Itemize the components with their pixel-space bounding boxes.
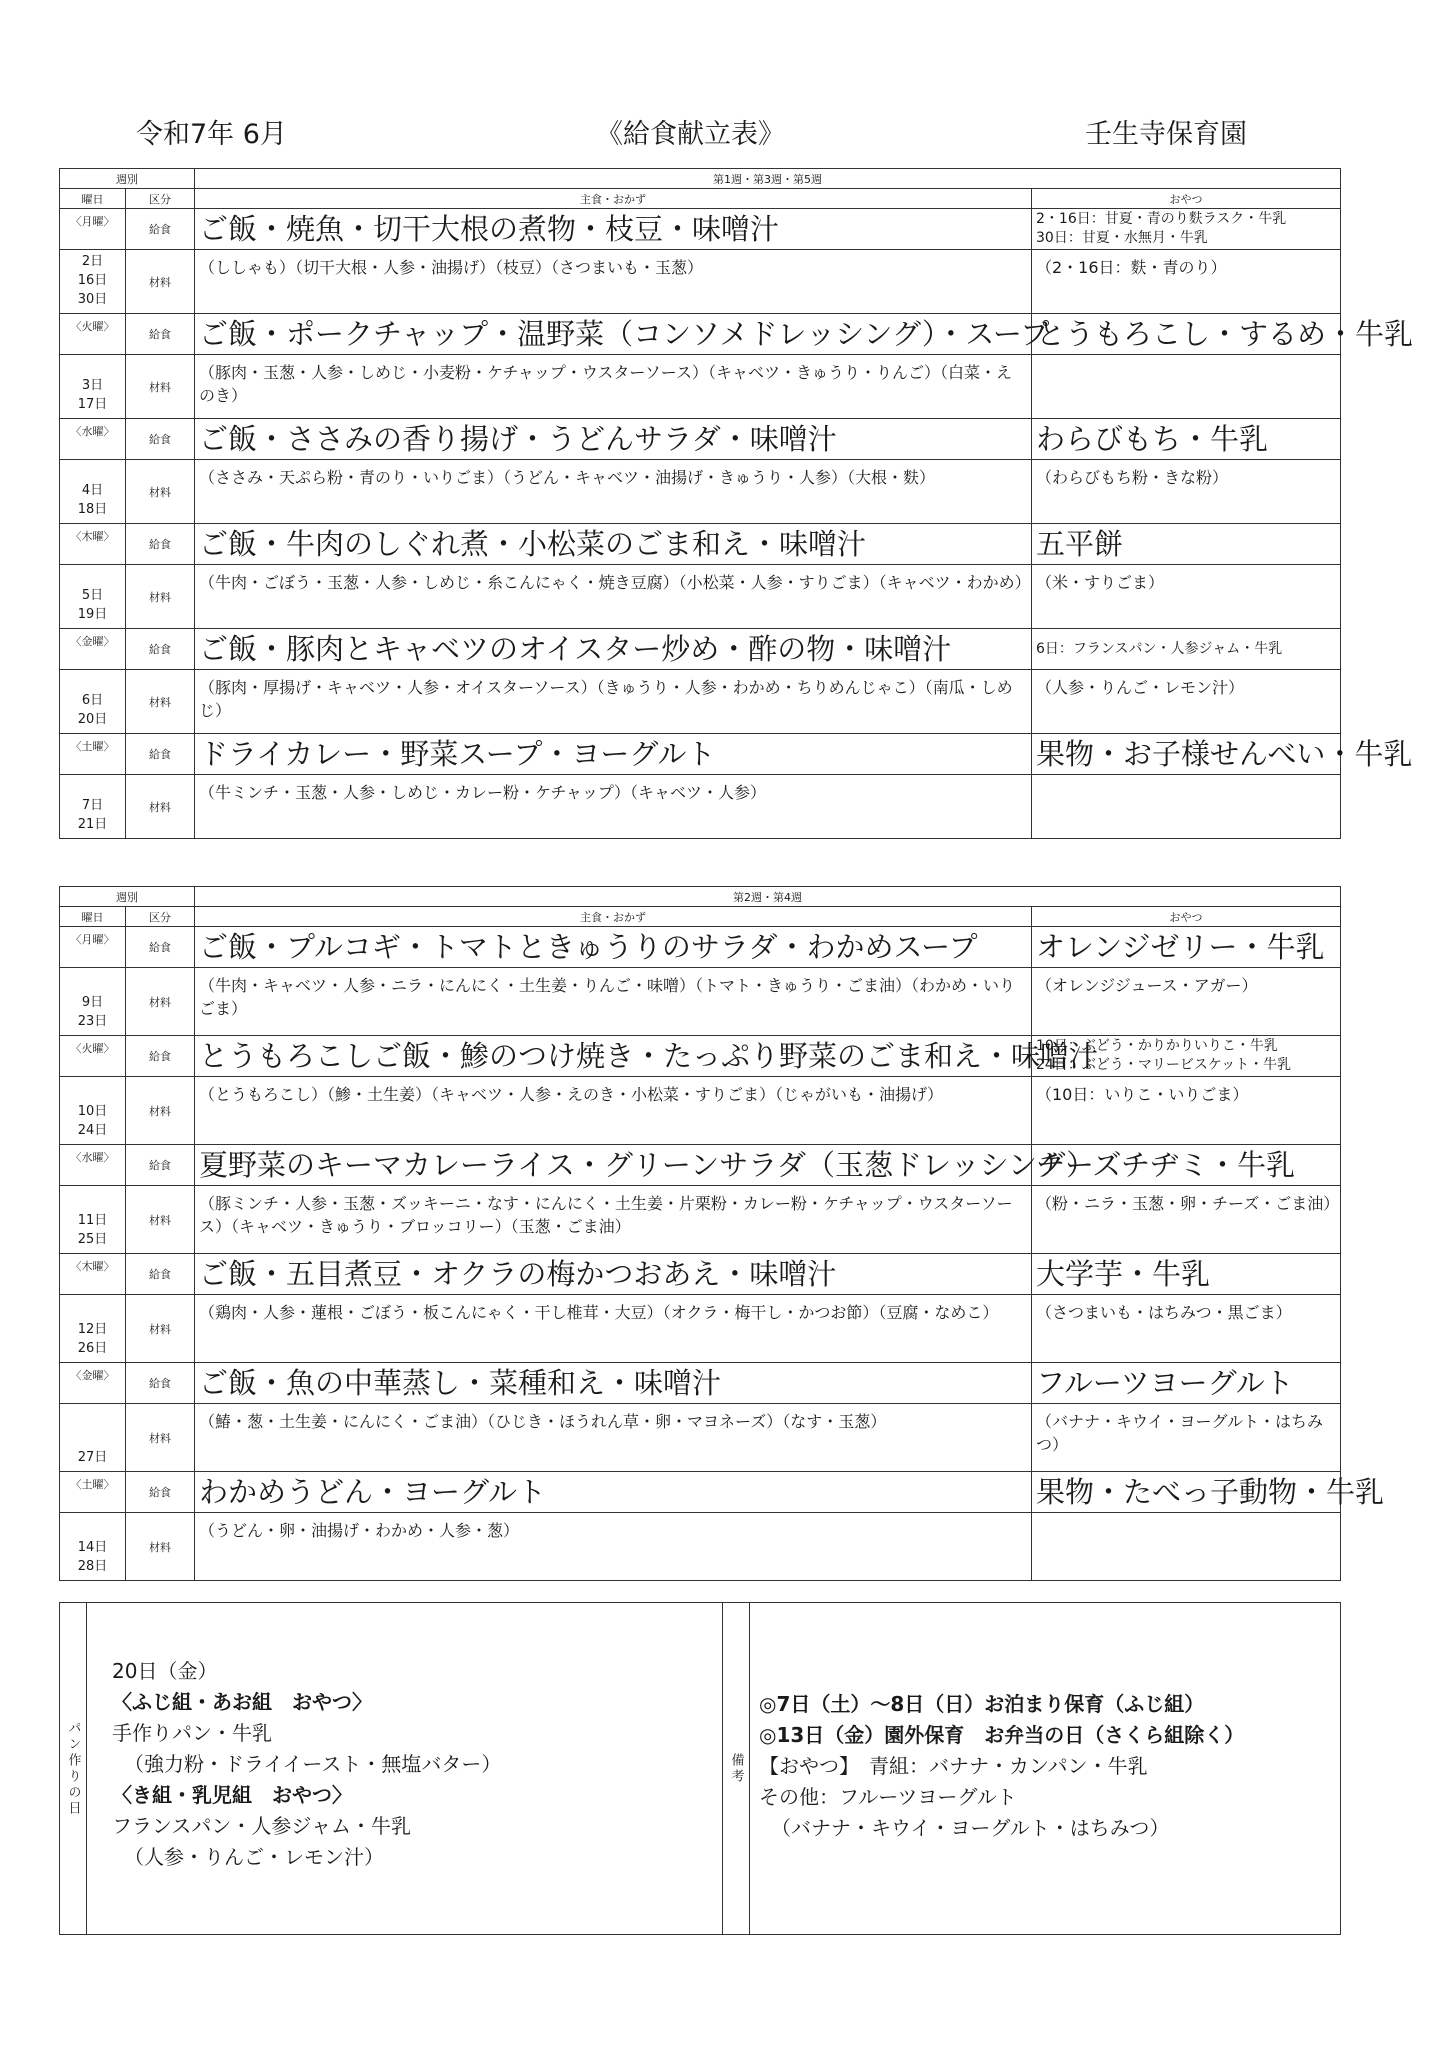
menu-row-meal [60, 314, 1341, 355]
date-label: 21日 [77, 817, 108, 832]
weekday-cell: 〈水曜〉 [60, 1145, 126, 1186]
ingredients-text: （鰆・葱・土生姜・にんにく・ごま油）（ひじき・ほうれん草・卵・マヨネーズ）（なす・玉葱） [195, 1404, 1032, 1472]
category-meal-label: 給食 [126, 209, 195, 250]
date-label: 9日 [81, 995, 104, 1010]
snack-header: おやつ [1032, 907, 1341, 927]
menu-row-meal [60, 1363, 1341, 1404]
dates-cell [60, 1186, 126, 1254]
dates-cell [60, 565, 126, 629]
category-ingredient-label: 材料 [126, 968, 195, 1036]
snack-ingredients-text: （さつまいも・はちみつ・黒ごま） [1032, 1295, 1341, 1363]
snack-text: 果物・たべっ子動物・牛乳 [1032, 1472, 1341, 1513]
dates-cell [60, 775, 126, 839]
date-label: 16日 [77, 273, 108, 288]
menu-row-meal [60, 927, 1341, 968]
date-label: 24日 [77, 1123, 108, 1138]
bread_day-line: （人参・りんご・レモン汁） [124, 1845, 384, 1869]
date-label: 26日 [77, 1341, 108, 1356]
meal-text: ご飯・焼魚・切干大根の煮物・枝豆・味噌汁 [195, 209, 1032, 250]
weekday-cell: 〈土曜〉 [60, 1472, 126, 1513]
meal-text: ご飯・ポークチャップ・温野菜（コンソメドレッシング）・スープ [195, 314, 1032, 355]
menu-row-meal [60, 1472, 1341, 1513]
bread_day-line: 〈ふじ組・あお組 おやつ〉 [112, 1690, 372, 1714]
date-label: 30日 [77, 292, 108, 307]
menu-row-ingredients [60, 670, 1341, 734]
menu-row-ingredients [60, 565, 1341, 629]
bread_day-line: 20日（金） [112, 1659, 218, 1683]
date-label: 5日 [81, 588, 104, 603]
week-range-cell: 第1週・第3週・第5週 [195, 169, 1341, 189]
snack-ingredients-text: （粉・ニラ・玉葱・卵・チーズ・ごま油） [1032, 1186, 1341, 1254]
date-label: 27日 [77, 1450, 108, 1465]
snack-line: 24日：ぶどう・マリービスケット・牛乳 [1036, 1057, 1292, 1073]
category-meal-label: 給食 [126, 1254, 195, 1295]
category-ingredient-label: 材料 [126, 1295, 195, 1363]
menu-row-meal [60, 419, 1341, 460]
category-meal-label: 給食 [126, 524, 195, 565]
category-ingredient-label: 材料 [126, 1186, 195, 1254]
dates-cell [60, 1513, 126, 1581]
ingredients-text: （うどん・卵・油揚げ・わかめ・人参・葱） [195, 1513, 1032, 1581]
menu-row-ingredients [60, 1077, 1341, 1145]
category-ingredient-label: 材料 [126, 250, 195, 314]
dates-cell [60, 1295, 126, 1363]
column-header-row [60, 189, 1341, 209]
weekday-cell: 〈木曜〉 [60, 1254, 126, 1295]
category-ingredient-label: 材料 [126, 355, 195, 419]
ingredients-text: （豚肉・厚揚げ・キャベツ・人参・オイスターソース）（きゅうり・人参・わかめ・ちりめんじゃこ）（南瓜・しめじ） [195, 670, 1032, 734]
weekday-cell: 〈月曜〉 [60, 927, 126, 968]
category-meal-label: 給食 [126, 1472, 195, 1513]
menu-table-weeks-2-4 [59, 886, 1385, 1581]
menu-row-ingredients [60, 355, 1341, 419]
date-label: 2日 [81, 254, 104, 269]
date-label: 10日 [77, 1104, 108, 1119]
meal-text: 夏野菜のキーマカレーライス・グリーンサラダ（玉葱ドレッシング） [195, 1145, 1032, 1186]
snack-text [1032, 1036, 1341, 1077]
category-ingredient-label: 材料 [126, 565, 195, 629]
menu-table-weeks-1-3-5 [59, 168, 1414, 839]
menu-row-meal [60, 524, 1341, 565]
dates-cell [60, 670, 126, 734]
dates-cell [60, 968, 126, 1036]
menu-row-meal [60, 734, 1341, 775]
remarks-line: （バナナ・キウイ・ヨーグルト・はちみつ） [771, 1816, 1170, 1840]
category-meal-label: 給食 [126, 1145, 195, 1186]
meal-text: ご飯・豚肉とキャベツのオイスター炒め・酢の物・味噌汁 [195, 629, 1032, 670]
snack-text: フルーツヨーグルト [1032, 1363, 1341, 1404]
snack-text [1032, 629, 1341, 670]
bread-day-label-cell [60, 1603, 87, 1934]
category-meal-label: 給食 [126, 1036, 195, 1077]
day-header: 曜日 [60, 189, 126, 209]
bread_day-line: フランスパン・人参ジャム・牛乳 [112, 1814, 411, 1838]
category-ingredient-label: 材料 [126, 460, 195, 524]
main-dish-header: 主食・おかず [195, 189, 1032, 209]
menu-row-ingredients [60, 1186, 1341, 1254]
main-dish-header: 主食・おかず [195, 907, 1032, 927]
snack-text: オレンジゼリー・牛乳 [1032, 927, 1341, 968]
meal-text: ご飯・魚の中華蒸し・菜種和え・味噌汁 [195, 1363, 1032, 1404]
snack-ingredients-text [1032, 355, 1341, 419]
date-label: 4日 [81, 483, 104, 498]
snack-text: 果物・お子様せんべい・牛乳 [1032, 734, 1341, 775]
remarks-label-cell [723, 1603, 750, 1934]
date-label: 28日 [77, 1559, 108, 1574]
date-label: 11日 [77, 1213, 108, 1228]
meal-text: ドライカレー・野菜スープ・ヨーグルト [195, 734, 1032, 775]
page-title: 《給食献立表》 [596, 119, 785, 150]
dates-cell [60, 355, 126, 419]
snack-text [1032, 209, 1341, 250]
bread-day-content [86, 1603, 723, 1934]
ingredients-text: （牛肉・キャベツ・人参・ニラ・にんにく・土生姜・りんご・味噌）（トマト・きゅうり・ごま油）（わかめ・いりごま） [195, 968, 1032, 1036]
menu-row-meal [60, 629, 1341, 670]
weekday-cell: 〈金曜〉 [60, 629, 126, 670]
category-meal-label: 給食 [126, 419, 195, 460]
category-header: 区分 [126, 907, 195, 927]
week-label-cell: 週別 [60, 887, 195, 907]
week-header-row [60, 169, 1341, 189]
weekday-cell: 〈木曜〉 [60, 524, 126, 565]
category-meal-label: 給食 [126, 927, 195, 968]
category-ingredient-label: 材料 [126, 1513, 195, 1581]
remarks-line: ◎7日（土）～8日（日）お泊まり保育（ふじ組） [759, 1692, 1205, 1716]
category-ingredient-label: 材料 [126, 1404, 195, 1472]
menu-row-ingredients [60, 1404, 1341, 1472]
category-meal-label: 給食 [126, 314, 195, 355]
menu-row-ingredients [60, 1295, 1341, 1363]
snack-text: 五平餅 [1032, 524, 1341, 565]
remarks-line: 【おやつ】 青組：バナナ・カンパン・牛乳 [759, 1754, 1148, 1778]
date-label: 23日 [77, 1014, 108, 1029]
dates-cell [60, 460, 126, 524]
snack-text: 大学芋・牛乳 [1032, 1254, 1341, 1295]
menu-row-ingredients [60, 968, 1341, 1036]
day-header: 曜日 [60, 907, 126, 927]
date-label: 18日 [77, 502, 108, 517]
dates-cell [60, 1404, 126, 1472]
snack-line: 6日：フランスパン・人参ジャム・牛乳 [1036, 640, 1283, 657]
bread_day-line: 〈き組・乳児組 おやつ〉 [112, 1783, 352, 1807]
meal-text: ご飯・五目煮豆・オクラの梅かつおあえ・味噌汁 [195, 1254, 1032, 1295]
ingredients-text: （鶏肉・人参・蓮根・ごぼう・板こんにゃく・干し椎茸・大豆）（オクラ・梅干し・かつお節）（豆腐・なめこ） [195, 1295, 1032, 1363]
ingredients-text: （牛肉・ごぼう・玉葱・人参・しめじ・糸こんにゃく・焼き豆腐）（小松菜・人参・すりごま）（キャベツ・わかめ） [195, 565, 1032, 629]
snack-ingredients-text [1032, 1513, 1341, 1581]
ingredients-text: （豚肉・玉葱・人参・しめじ・小麦粉・ケチャップ・ウスターソース）（キャベツ・きゅうり・りんご）（白菜・えのき） [195, 355, 1032, 419]
dates-cell [60, 250, 126, 314]
snack-ingredients-text: （10日：いりこ・いりごま） [1032, 1077, 1341, 1145]
date-label: 25日 [77, 1232, 108, 1247]
snack-ingredients-text [1032, 775, 1341, 839]
snack-header: おやつ [1032, 189, 1341, 209]
category-header: 区分 [126, 189, 195, 209]
remarks-line: ◎13日（金）園外保育 お弁当の日（さくら組除く） [759, 1723, 1245, 1747]
menu-row-ingredients [60, 460, 1341, 524]
dates-cell [60, 1077, 126, 1145]
category-meal-label: 給食 [126, 629, 195, 670]
bread_day-line: （強力粉・ドライイースト・無塩バター） [124, 1752, 502, 1776]
menu-row-meal [60, 1145, 1341, 1186]
category-ingredient-label: 材料 [126, 670, 195, 734]
header-date: 令和7年 6月 [136, 119, 287, 150]
category-ingredient-label: 材料 [126, 775, 195, 839]
ingredients-text: （豚ミンチ・人参・玉葱・ズッキーニ・なす・にんにく・土生姜・片栗粉・カレー粉・ケチャップ・ウスターソース）（キャベツ・きゅうり・ブロッコリー）（玉葱・ごま油） [195, 1186, 1032, 1254]
week-label-cell: 週別 [60, 169, 195, 189]
meal-text: ご飯・プルコギ・トマトときゅうりのサラダ・わかめスープ [195, 927, 1032, 968]
remarks-label: 備考 [728, 1752, 744, 1785]
ingredients-text: （牛ミンチ・玉葱・人参・しめじ・カレー粉・ケチャップ）（キャベツ・人参） [195, 775, 1032, 839]
column-header-row [60, 907, 1341, 927]
date-label: 6日 [81, 693, 104, 708]
weekday-cell: 〈月曜〉 [60, 209, 126, 250]
snack-line: 2・16日：甘夏・青のり麩ラスク・牛乳 [1036, 211, 1287, 227]
date-label: 19日 [77, 607, 108, 622]
date-label: 7日 [81, 798, 104, 813]
menu-row-meal [60, 209, 1341, 250]
nursery-name: 壬生寺保育園 [1085, 119, 1247, 150]
menu-row-ingredients [60, 775, 1341, 839]
week-range-cell: 第2週・第4週 [195, 887, 1341, 907]
weekday-cell: 〈水曜〉 [60, 419, 126, 460]
ingredients-text: （ししゃも）（切干大根・人参・油揚げ）（枝豆）（さつまいも・玉葱） [195, 250, 1032, 314]
meal-text: とうもろこしご飯・鯵のつけ焼き・たっぷり野菜のごま和え・味噌汁 [195, 1036, 1032, 1077]
menu-row-meal [60, 1254, 1341, 1295]
snack-line: 10日：ぶどう・かりかりいりこ・牛乳 [1036, 1038, 1278, 1054]
snack-line: 30日：甘夏・水無月・牛乳 [1036, 230, 1208, 246]
snack-ingredients-text: （2・16日：麩・青のり） [1032, 250, 1341, 314]
bread-day-label: パン作りの日 [65, 1720, 81, 1817]
ingredients-text: （とうもろこし）（鯵・土生姜）（キャベツ・人参・えのき・小松菜・すりごま）（じゃがいも・油揚げ） [195, 1077, 1032, 1145]
category-ingredient-label: 材料 [126, 1077, 195, 1145]
notes-section [59, 1602, 1341, 1935]
snack-ingredients-text: （バナナ・キウイ・ヨーグルト・はちみつ） [1032, 1404, 1341, 1472]
remarks-line: その他：フルーツヨーグルト [759, 1785, 1017, 1809]
weekday-cell: 〈火曜〉 [60, 1036, 126, 1077]
date-label: 17日 [77, 397, 108, 412]
menu-row-meal [60, 1036, 1341, 1077]
ingredients-text: （ささみ・天ぷら粉・青のり・いりごま）（うどん・キャベツ・油揚げ・きゅうり・人参）（大根・麩） [195, 460, 1032, 524]
snack-ingredients-text: （人参・りんご・レモン汁） [1032, 670, 1341, 734]
category-meal-label: 給食 [126, 1363, 195, 1404]
category-meal-label: 給食 [126, 734, 195, 775]
week-header-row [60, 887, 1341, 907]
snack-text: わらびもち・牛乳 [1032, 419, 1341, 460]
meal-text: ご飯・ささみの香り揚げ・うどんサラダ・味噌汁 [195, 419, 1032, 460]
remarks-content [749, 1603, 1340, 2020]
weekday-cell: 〈金曜〉 [60, 1363, 126, 1404]
date-label: 12日 [77, 1322, 108, 1337]
meal-text: わかめうどん・ヨーグルト [195, 1472, 1032, 1513]
bread_day-line: 手作りパン・牛乳 [112, 1721, 272, 1745]
snack-ingredients-text: （米・すりごま） [1032, 565, 1341, 629]
snack-text: とうもろこし・するめ・牛乳 [1032, 314, 1341, 355]
date-label: 20日 [77, 712, 108, 727]
weekday-cell: 〈火曜〉 [60, 314, 126, 355]
snack-ingredients-text: （オレンジジュース・アガー） [1032, 968, 1341, 1036]
menu-row-ingredients [60, 1513, 1341, 1581]
snack-ingredients-text: （わらびもち粉・きな粉） [1032, 460, 1341, 524]
weekday-cell: 〈土曜〉 [60, 734, 126, 775]
date-label: 14日 [77, 1540, 108, 1555]
menu-row-ingredients [60, 250, 1341, 314]
date-label: 3日 [81, 378, 104, 393]
meal-text: ご飯・牛肉のしぐれ煮・小松菜のごま和え・味噌汁 [195, 524, 1032, 565]
snack-text: チーズチヂミ・牛乳 [1032, 1145, 1341, 1186]
